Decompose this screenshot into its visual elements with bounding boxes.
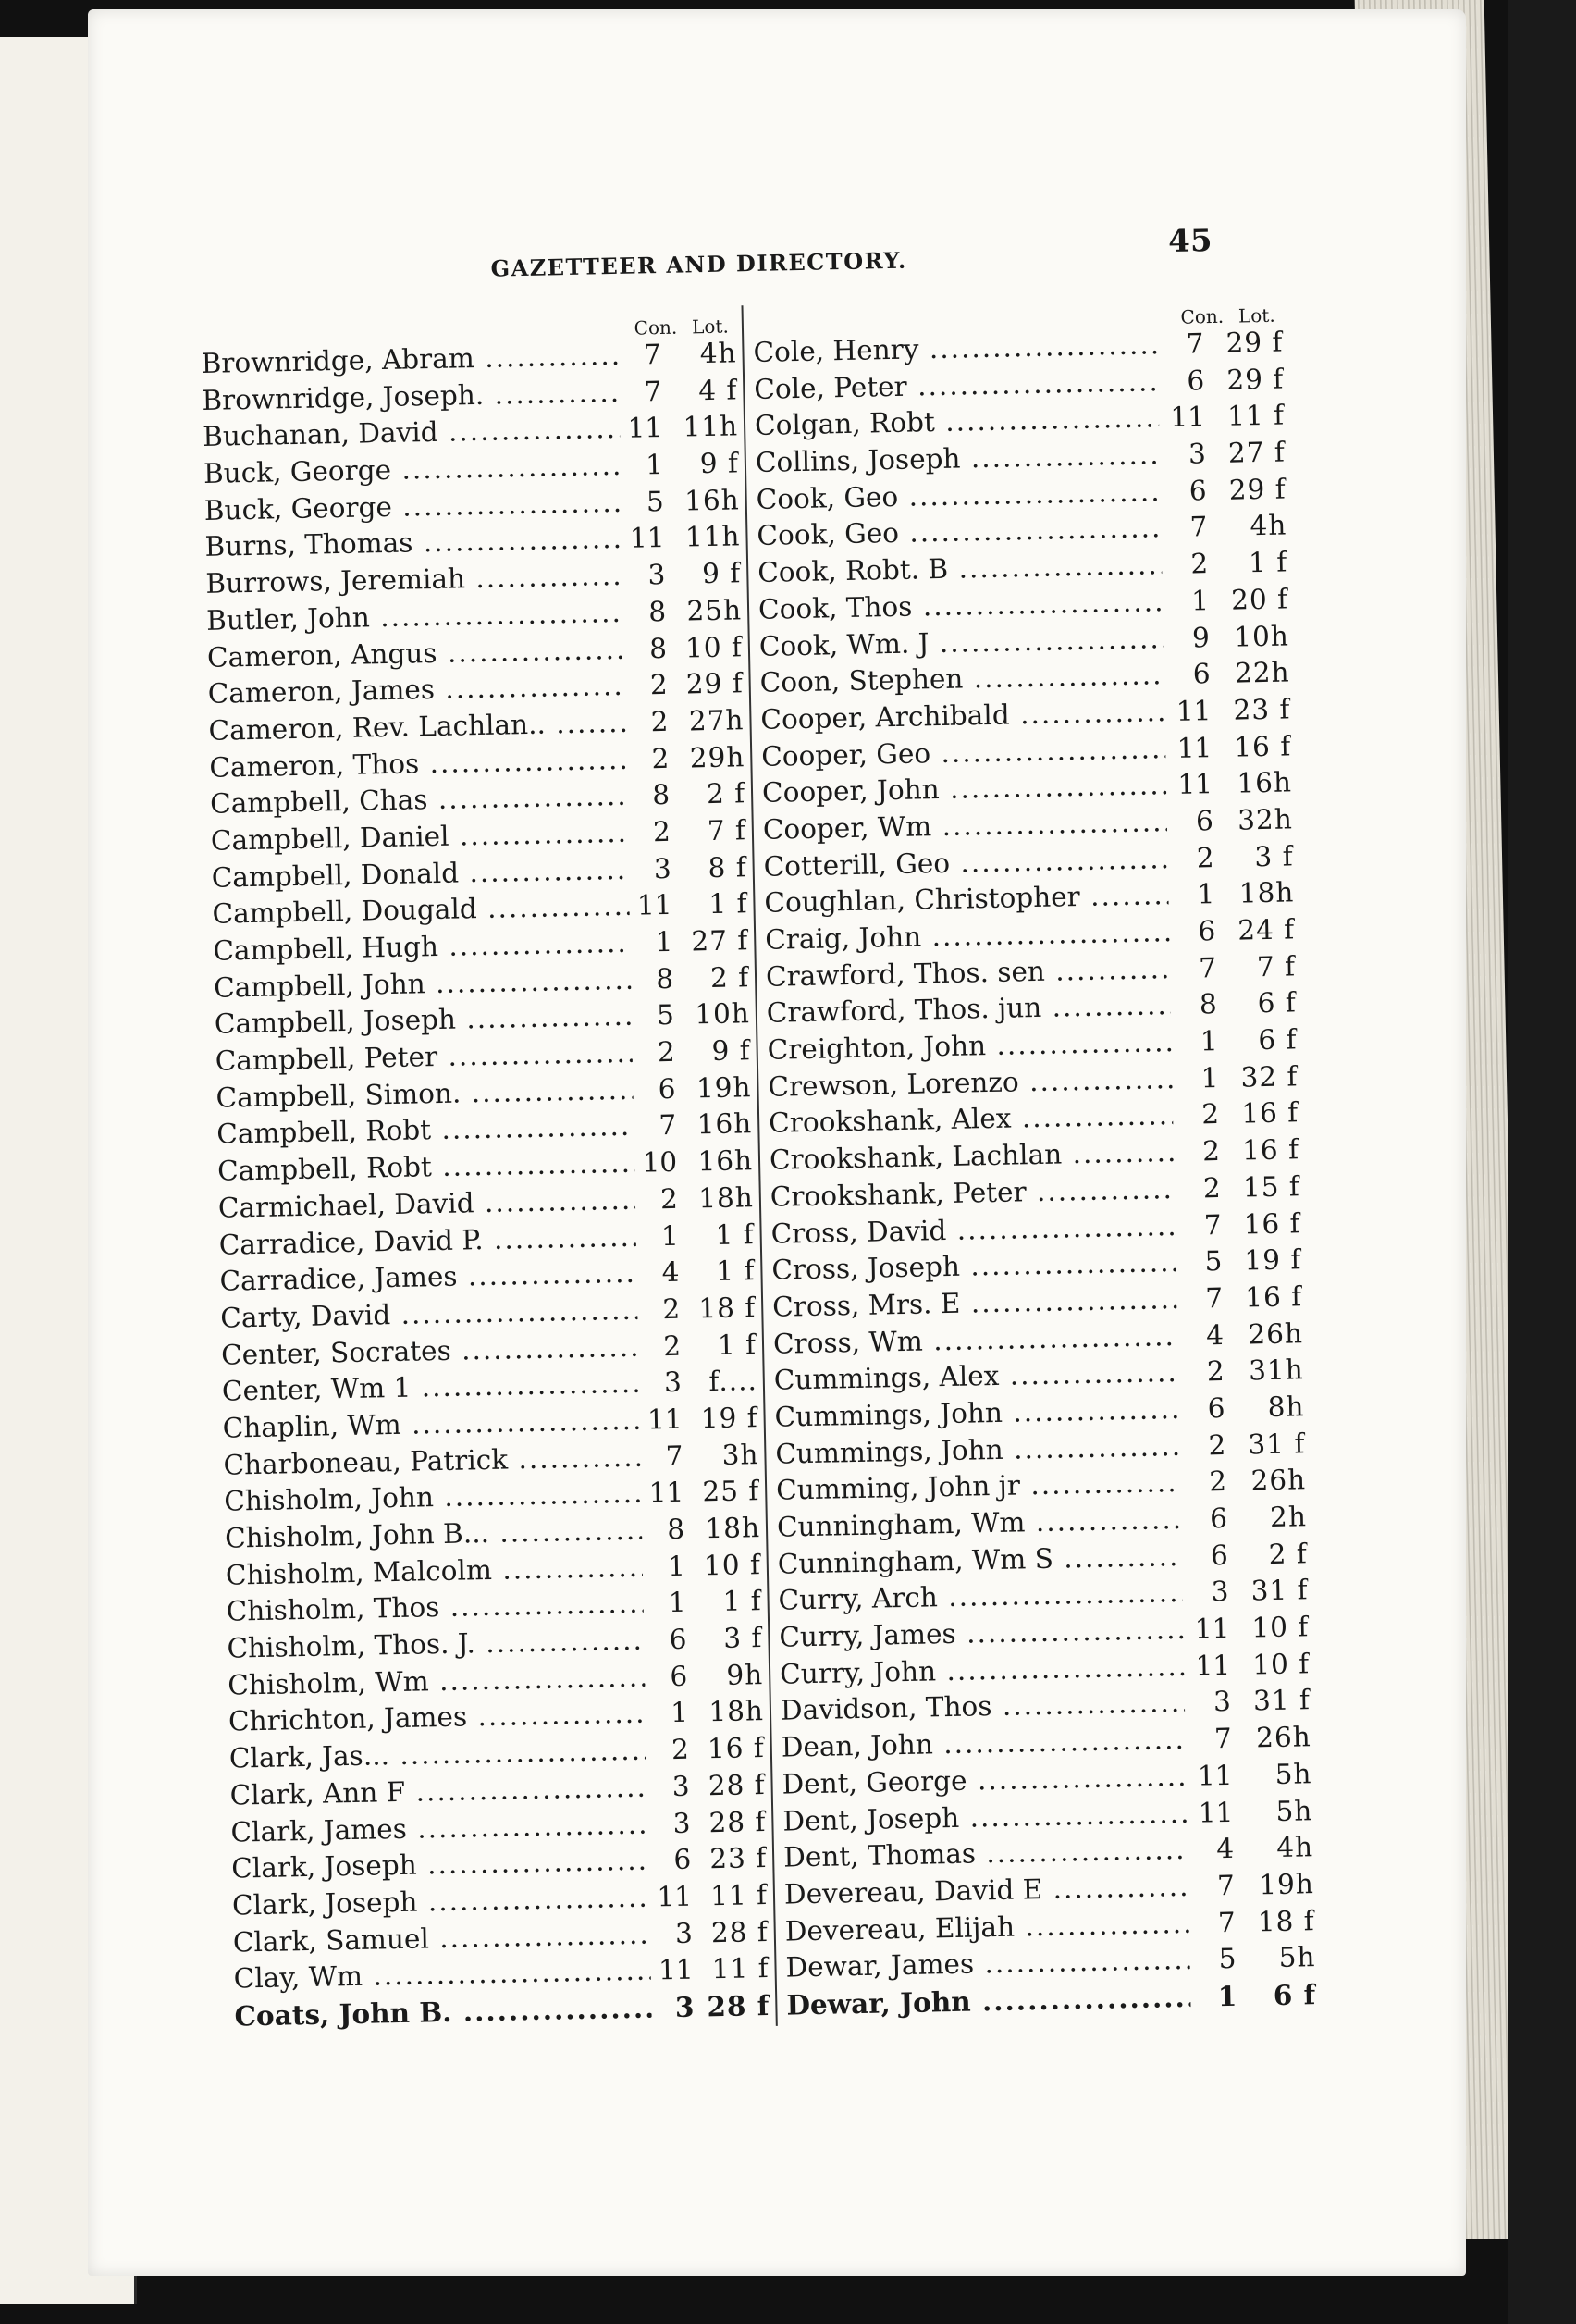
resident-name: Cotterill, Geo ..... xyxy=(763,843,1168,883)
resident-name: Creighton, John ..... xyxy=(767,1026,1172,1066)
concession-number: 8 xyxy=(666,1513,685,1546)
concession-number: 3 xyxy=(671,1770,690,1802)
concession-number: 6 xyxy=(673,1843,692,1876)
resident-name: Buchanan, David ..... xyxy=(203,413,621,452)
con-heading: Con. xyxy=(634,315,678,340)
lot-number: 18 f xyxy=(698,1292,757,1325)
resident-name: Dean, John ..... xyxy=(781,1724,1186,1763)
lot-number: 27h xyxy=(688,704,745,737)
lot-number: 25 f xyxy=(702,1475,760,1508)
resident-name: Campbell, Robt ..... xyxy=(217,1147,635,1187)
concession-number: 2 xyxy=(662,1292,681,1326)
resident-name: Dent, George ..... xyxy=(782,1761,1187,1800)
concession-number: 1 xyxy=(1197,878,1215,910)
resident-name: Clark, Jas... ..... xyxy=(229,1735,647,1774)
lot-number: 8 f xyxy=(708,850,748,884)
lot-number: 11 f xyxy=(1226,399,1286,433)
lot-number: 10h xyxy=(694,997,751,1031)
resident-name: Cunningham, Wm S ..... xyxy=(777,1540,1182,1580)
concession-number: 3 xyxy=(653,852,672,884)
resident-name: Chisholm, Wm ..... xyxy=(228,1661,646,1700)
resident-name: Cross, Wm ..... xyxy=(773,1320,1178,1360)
resident-name: Cross, Joseph ..... xyxy=(771,1246,1176,1286)
concession-number: 11 xyxy=(1198,1796,1234,1829)
concession-number: 11 xyxy=(627,412,663,445)
lot-number: 1 f xyxy=(716,1255,756,1288)
resident-name: Center, Wm 1 ..... xyxy=(222,1367,640,1407)
lot-number: 26h xyxy=(1250,1464,1307,1497)
resident-name: Cummings, John ..... xyxy=(775,1430,1180,1470)
resident-name: Campbell, John ..... xyxy=(214,963,632,1003)
lot-number: 29 f xyxy=(1228,473,1287,506)
concession-number: 11 xyxy=(1177,768,1213,801)
concession-number: 2 xyxy=(652,815,671,848)
resident-name: Cooper, John ..... xyxy=(762,769,1167,809)
concession-number: 3 xyxy=(1213,1686,1232,1718)
concession-number: 3 xyxy=(663,1366,683,1399)
lot-number: 5h xyxy=(1274,1757,1312,1790)
concession-number: 2 xyxy=(650,705,669,738)
lot-number: 5h xyxy=(1278,1941,1316,1974)
concession-number: 2 xyxy=(1196,841,1214,874)
resident-name: Campbell, Dougald ..... xyxy=(212,890,630,930)
resident-name: Chrichton, James ..... xyxy=(228,1698,646,1737)
resident-name: Crawford, Thos. jun ..... xyxy=(767,989,1172,1029)
lot-number: 7 f xyxy=(1256,950,1297,983)
concession-number: 3 xyxy=(1188,438,1207,470)
resident-name: Colgan, Robt ..... xyxy=(755,402,1160,442)
concession-number: 7 xyxy=(659,1109,677,1142)
lot-number: 16h xyxy=(1237,766,1293,799)
concession-number: 11 xyxy=(1197,1759,1233,1792)
resident-name: Dewar, James ..... xyxy=(785,1944,1190,1984)
lot-number: 23 f xyxy=(1233,693,1291,726)
lot-number: 10 f xyxy=(1251,1647,1311,1681)
resident-name: Cole, Henry ..... xyxy=(753,328,1158,368)
resident-name: Dewar, John ..... xyxy=(786,1981,1191,2021)
concession-number: 3 xyxy=(672,1807,691,1839)
lot-number: 15 f xyxy=(1242,1170,1301,1204)
resident-name: Center, Socrates ..... xyxy=(221,1330,639,1370)
concession-number: 7 xyxy=(644,375,662,408)
resident-name: Devereau, Elijah ..... xyxy=(784,1907,1189,1947)
concession-number: 3 xyxy=(647,559,666,591)
resident-name: Campbell, Joseph ..... xyxy=(215,1000,633,1040)
concession-number: 7 xyxy=(1217,1906,1237,1938)
resident-name: Campbell, Simon. ..... xyxy=(215,1074,634,1114)
concession-number: 2 xyxy=(649,669,669,701)
concession-number: 1 xyxy=(1200,1061,1219,1094)
concession-number: 7 xyxy=(1203,1208,1222,1241)
concession-number: 6 xyxy=(670,1660,688,1692)
resident-name: Coats, John B. ..... xyxy=(234,1992,652,2033)
lot-number: 31 f xyxy=(1250,1574,1309,1607)
lot-number: 1 f xyxy=(715,1218,755,1251)
resident-name: Cook, Wm. J ..... xyxy=(759,623,1164,662)
concession-number: 11 xyxy=(1195,1649,1231,1682)
lot-number: f.... xyxy=(708,1365,758,1398)
concession-number: 5 xyxy=(1218,1943,1237,1975)
resident-name: Cunningham, Wm ..... xyxy=(777,1503,1182,1543)
concession-number: 4 xyxy=(1205,1318,1225,1351)
concession-number: 5 xyxy=(1204,1245,1223,1278)
resident-name: Crookshank, Peter ..... xyxy=(770,1173,1175,1213)
lot-heading: Lot. xyxy=(691,315,730,339)
resident-name: Campbell, Hugh ..... xyxy=(213,927,631,967)
resident-name: Campbell, Peter ..... xyxy=(215,1037,633,1077)
resident-name: Chisholm, Malcolm ..... xyxy=(226,1551,644,1590)
lot-number: 1 f xyxy=(708,887,748,921)
concession-number: 7 xyxy=(643,339,661,371)
resident-name: Clark, Joseph ..... xyxy=(232,1881,650,1921)
lot-number: 6 f xyxy=(1258,1023,1298,1057)
lot-number: 27 f xyxy=(691,924,749,958)
concession-number: 2 xyxy=(671,1733,690,1766)
concession-number: 4 xyxy=(1215,1833,1235,1865)
resident-name: Clark, Ann F ..... xyxy=(229,1771,647,1811)
resident-name: Burns, Thomas ..... xyxy=(204,523,622,562)
lot-number: 7 f xyxy=(707,814,747,847)
resident-name: Cross, David ..... xyxy=(770,1210,1176,1250)
lot-number: 23 f xyxy=(708,1842,768,1875)
resident-name: Cook, Geo ..... xyxy=(757,513,1162,552)
resident-name: Cameron, Thos ..... xyxy=(209,743,627,783)
concession-number: 7 xyxy=(665,1440,683,1472)
resident-name: Chisholm, Thos ..... xyxy=(226,1588,644,1627)
lot-number: 22h xyxy=(1234,656,1290,689)
concession-number: 6 xyxy=(1209,1502,1228,1535)
concession-number: 5 xyxy=(646,485,665,518)
lot-number: 18h xyxy=(705,1512,761,1545)
resident-name: Craig, John ..... xyxy=(765,916,1170,956)
concession-number: 6 xyxy=(658,1072,676,1105)
lot-number: 4h xyxy=(699,337,737,370)
concession-number: 5 xyxy=(656,999,675,1032)
lot-number: 10h xyxy=(1233,619,1290,653)
lot-number: 31 f xyxy=(1252,1684,1311,1717)
concession-number: 11 xyxy=(629,522,665,555)
concession-number: 3 xyxy=(1211,1576,1229,1608)
lot-number: 18h xyxy=(697,1181,755,1215)
concession-number: 2 xyxy=(1190,548,1209,580)
resident-name: Curry, Arch ..... xyxy=(778,1576,1183,1616)
page-content xyxy=(199,221,1317,2037)
resident-name: Cross, Mrs. E ..... xyxy=(772,1283,1177,1323)
directory-columns xyxy=(201,295,1317,2037)
concession-number: 7 xyxy=(1216,1869,1236,1902)
concession-number: 6 xyxy=(1198,915,1216,947)
concession-number: 2 xyxy=(1202,1171,1222,1205)
concession-number: 11 xyxy=(658,1953,694,1986)
lot-number: 32 f xyxy=(1240,1060,1299,1094)
concession-number: 8 xyxy=(655,962,674,995)
lot-number: 8h xyxy=(1267,1391,1305,1423)
lot-number: 2 f xyxy=(709,960,750,994)
concession-number: 7 xyxy=(1205,1281,1224,1315)
lot-number: 9 f xyxy=(711,1034,751,1068)
lot-number: 16h xyxy=(683,484,741,517)
lot-number: 11h xyxy=(684,520,741,553)
background-shadow xyxy=(1508,0,1576,2324)
lot-number: 16h xyxy=(696,1107,753,1141)
resident-name: Clark, James ..... xyxy=(230,1808,648,1848)
lot-number: 16 f xyxy=(1243,1206,1301,1241)
resident-name: Campbell, Daniel ..... xyxy=(211,817,629,857)
lot-number: 31h xyxy=(1248,1354,1305,1387)
concession-number: 11 xyxy=(646,1403,683,1436)
lot-number: 19h xyxy=(696,1070,752,1105)
lot-number: 2h xyxy=(1269,1501,1308,1534)
lot-number: 1 f xyxy=(717,1328,757,1361)
concession-number: 1 xyxy=(660,1219,679,1252)
concession-number: 1 xyxy=(670,1697,689,1729)
concession-number: 11 xyxy=(636,889,672,921)
resident-name: Cumming, John jr ..... xyxy=(776,1466,1181,1506)
resident-name: Carradice, James ..... xyxy=(219,1257,637,1297)
concession-number: 6 xyxy=(1207,1391,1225,1425)
concession-number: 1 xyxy=(645,449,664,481)
resident-name: Carty, David ..... xyxy=(220,1294,638,1334)
lot-number: 27 f xyxy=(1227,436,1287,469)
lot-number: 31 f xyxy=(1248,1427,1306,1461)
resident-name: Clay, Wm ..... xyxy=(233,1955,651,1995)
lot-number: 29h xyxy=(689,740,745,774)
concession-number: 1 xyxy=(1217,1979,1237,2013)
lot-number: 29 f xyxy=(1226,363,1285,396)
lot-number: 16 f xyxy=(1233,729,1292,763)
lot-number: 2 f xyxy=(1268,1537,1309,1570)
concession-number: 1 xyxy=(668,1587,686,1619)
resident-name: Campbell, Robt ..... xyxy=(216,1110,634,1150)
resident-name: Campbell, Chas ..... xyxy=(210,780,628,820)
lot-number: 20 f xyxy=(1230,583,1289,616)
resident-name: Carradice, David P. ..... xyxy=(218,1220,636,1260)
concession-number: 6 xyxy=(1195,805,1214,837)
concession-number: 7 xyxy=(1213,1723,1233,1755)
lot-heading: Lot. xyxy=(1237,303,1275,328)
resident-name: Brownridge, Joseph. ..... xyxy=(202,377,620,416)
resident-name: Cole, Peter ..... xyxy=(754,365,1159,405)
resident-name: Crawford, Thos. sen ..... xyxy=(766,953,1171,993)
lot-number: 29 f xyxy=(685,667,745,700)
lot-number: 26h xyxy=(1248,1317,1304,1351)
resident-name: Crookshank, Lachlan ..... xyxy=(770,1136,1175,1176)
concession-number: 1 xyxy=(667,1550,686,1582)
lot-number: 9h xyxy=(726,1658,764,1691)
lot-number: 16h xyxy=(697,1144,754,1178)
concession-number: 11 xyxy=(1176,695,1212,727)
concession-number: 8 xyxy=(651,779,671,811)
concession-number: 2 xyxy=(657,1035,676,1069)
concession-number: 11 xyxy=(1194,1613,1230,1645)
lot-number: 1 f xyxy=(1248,546,1288,579)
resident-name: Chisholm, John ..... xyxy=(224,1477,642,1517)
resident-name: Cook, Geo ..... xyxy=(756,476,1161,515)
directory-column-left xyxy=(201,305,776,2036)
concession-number: 11 xyxy=(1170,401,1206,434)
resident-name: Chisholm, Thos. J. ..... xyxy=(227,1625,645,1664)
concession-number: 6 xyxy=(669,1623,687,1656)
lot-number: 18h xyxy=(1238,876,1295,909)
resident-name: Crewson, Lorenzo ..... xyxy=(768,1063,1173,1103)
lot-number: 3 f xyxy=(1254,840,1294,872)
concession-number: 2 xyxy=(659,1182,679,1216)
lot-number: 19h xyxy=(1258,1868,1315,1901)
resident-name: Collins, Joseph ..... xyxy=(756,439,1161,478)
concession-number: 9 xyxy=(1191,621,1211,654)
lot-number: 32h xyxy=(1237,803,1294,836)
lot-number: 16 f xyxy=(1241,1133,1300,1167)
concession-number: 8 xyxy=(648,632,668,664)
lot-number: 11h xyxy=(683,410,739,443)
lot-number: 4h xyxy=(1250,509,1287,542)
resident-name: Cooper, Geo ..... xyxy=(761,733,1166,773)
concession-number: 1 xyxy=(1200,1025,1218,1057)
concession-number: 6 xyxy=(1192,658,1211,690)
resident-name: Dent, Joseph ..... xyxy=(782,1797,1188,1836)
resident-name: Cameron, Rev. Lachlan.. ..... xyxy=(208,707,626,747)
concession-number: 3 xyxy=(674,1990,695,2023)
lot-number: 16 f xyxy=(707,1732,766,1765)
concession-number: 6 xyxy=(1187,364,1205,397)
resident-name: Davidson, Thos ..... xyxy=(781,1687,1186,1726)
resident-name: Cameron, James ..... xyxy=(207,670,625,710)
lot-number: 28 f xyxy=(708,1805,767,1838)
concession-number: 2 xyxy=(662,1329,682,1362)
concession-number: 7 xyxy=(1186,328,1204,360)
lot-number: 26h xyxy=(1255,1721,1312,1754)
resident-name: Butler, John ..... xyxy=(206,597,624,637)
lot-number: 11 f xyxy=(711,1952,770,1985)
concession-number: 11 xyxy=(1176,731,1213,764)
resident-name: Campbell, Donald ..... xyxy=(211,853,629,893)
concession-number: 7 xyxy=(1198,951,1217,984)
lot-number: 10 f xyxy=(703,1548,762,1582)
concession-number: 2 xyxy=(651,742,670,774)
concession-number: 2 xyxy=(1208,1428,1226,1461)
concession-number: 6 xyxy=(1188,474,1207,507)
lot-number: 10 f xyxy=(1251,1611,1310,1644)
concession-number: 7 xyxy=(1189,511,1208,543)
resident-name: Cook, Robt. B ..... xyxy=(757,549,1163,588)
lot-number: 2 f xyxy=(706,777,746,810)
resident-name: Devereau, David E ..... xyxy=(784,1871,1189,1910)
concession-number: 8 xyxy=(647,595,667,628)
lot-number: 6 f xyxy=(1257,986,1298,1020)
concession-number: 6 xyxy=(1210,1539,1229,1572)
resident-name: Coon, Stephen ..... xyxy=(759,659,1164,698)
lot-number: 5h xyxy=(1275,1794,1313,1827)
resident-name: Cummings, Alex ..... xyxy=(773,1356,1178,1396)
concession-number: 1 xyxy=(655,925,673,958)
concession-number: 3 xyxy=(674,1917,694,1949)
resident-name: Chaplin, Wm ..... xyxy=(222,1404,640,1444)
resident-name: Buck, George ..... xyxy=(203,487,622,526)
lot-number: 3h xyxy=(721,1438,759,1471)
resident-name: Charboneau, Patrick ..... xyxy=(223,1440,641,1480)
resident-name: Cameron, Angus ..... xyxy=(207,633,625,673)
concession-number: 10 xyxy=(642,1145,678,1179)
lot-number: 28 f xyxy=(708,1768,766,1802)
concession-number: 11 xyxy=(657,1880,693,1913)
resident-name: Curry, James ..... xyxy=(779,1613,1184,1653)
concession-number: 2 xyxy=(1201,1098,1220,1131)
lot-number: 4 f xyxy=(697,374,738,406)
concession-number: 1 xyxy=(1190,584,1210,617)
lot-number: 3 f xyxy=(722,1622,763,1654)
concession-number: 2 xyxy=(1201,1135,1221,1168)
resident-name: Buck, George ..... xyxy=(203,450,622,489)
page-number: 45 xyxy=(1167,222,1213,260)
resident-name: Cooper, Wm ..... xyxy=(763,806,1168,846)
lot-number: 18 f xyxy=(1257,1904,1315,1937)
resident-name: Clark, Joseph ..... xyxy=(231,1845,649,1885)
concession-number: 11 xyxy=(648,1477,684,1509)
con-heading: Con. xyxy=(1180,304,1225,328)
lot-number: 11 f xyxy=(709,1878,769,1912)
resident-name: Chisholm, John B... ..... xyxy=(225,1514,643,1554)
resident-name: Carmichael, David ..... xyxy=(218,1184,636,1224)
page-title: GAZETTEER AND DIRECTORY. xyxy=(490,246,907,282)
lot-number: 4h xyxy=(1275,1831,1314,1864)
resident-name: Coughlan, Christopher ..... xyxy=(764,879,1169,919)
concession-number: 4 xyxy=(661,1255,680,1289)
resident-name: Crookshank, Alex ..... xyxy=(769,1099,1174,1139)
lot-number: 29 f xyxy=(1225,326,1284,359)
resident-name: Burrows, Jeremiah ..... xyxy=(205,560,623,600)
lot-number: 19 f xyxy=(700,1402,758,1435)
resident-name: Cummings, John ..... xyxy=(774,1393,1179,1433)
lot-number: 16 f xyxy=(1244,1280,1303,1314)
resident-name: Brownridge, Abram ..... xyxy=(201,340,619,379)
lot-number: 28 f xyxy=(710,1915,770,1948)
lot-number: 6 f xyxy=(1273,1978,1317,2011)
directory-column-right xyxy=(741,295,1316,2026)
resident-name: Curry, John ..... xyxy=(780,1650,1185,1690)
lot-number: 1 f xyxy=(722,1585,762,1618)
resident-name: Dent, Thomas ..... xyxy=(783,1834,1188,1873)
concession-number: 8 xyxy=(1199,988,1218,1020)
lot-number: 9 f xyxy=(699,447,740,480)
concession-number: 2 xyxy=(1208,1465,1227,1498)
lot-number: 9 f xyxy=(701,557,742,590)
lot-number: 28 f xyxy=(707,1988,770,2023)
resident-name: Cook, Thos ..... xyxy=(758,586,1164,625)
resident-name: Clark, Samuel ..... xyxy=(233,1918,651,1958)
lot-number: 18h xyxy=(708,1695,765,1728)
lot-number: 10 f xyxy=(684,630,744,664)
resident-name: Cooper, Archibald ..... xyxy=(760,696,1165,736)
lot-number: 25h xyxy=(686,594,743,627)
lot-number: 16 f xyxy=(1240,1096,1299,1130)
lot-number: 19 f xyxy=(1244,1243,1302,1277)
concession-number: 2 xyxy=(1206,1355,1225,1388)
lot-number: 24 f xyxy=(1237,913,1296,946)
